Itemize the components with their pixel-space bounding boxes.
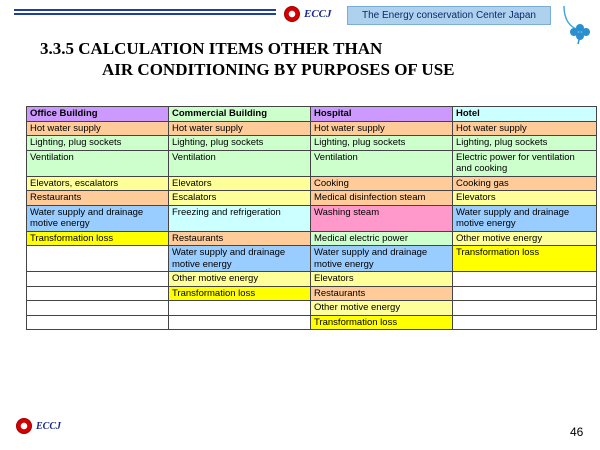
table-cell: Transformation loss xyxy=(453,246,597,272)
table-cell: Lighting, plug sockets xyxy=(169,136,311,151)
table-cell xyxy=(27,272,169,287)
eccj-logo-top xyxy=(284,6,332,22)
table-cell: Transformation loss xyxy=(311,315,453,330)
table-cell: Lighting, plug sockets xyxy=(453,136,597,151)
table-cell xyxy=(27,301,169,316)
table-cell: Electric power for ventilation and cooking xyxy=(453,150,597,176)
table-cell: Water supply and drainage motive energy xyxy=(27,205,169,231)
title-line-2: AIR CONDITIONING BY PURPOSES OF USE xyxy=(102,60,455,79)
eccj-logo-text: ECCJ xyxy=(304,8,332,20)
table-cell: Water supply and drainage motive energy xyxy=(169,246,311,272)
table-cell: Lighting, plug sockets xyxy=(27,136,169,151)
eccj-logo-text: ECCJ xyxy=(36,420,62,432)
table-row xyxy=(27,286,597,301)
table-cell: Transformation loss xyxy=(27,231,169,246)
table-cell: Water supply and drainage motive energy xyxy=(453,205,597,231)
table-cell xyxy=(453,286,597,301)
title-line-1: 3.3.5 CALCULATION ITEMS OTHER THAN xyxy=(40,39,383,58)
table-cell: Restaurants xyxy=(311,286,453,301)
header-rule xyxy=(14,9,276,17)
eccj-emblem-icon xyxy=(284,6,300,22)
table-cell: Ventilation xyxy=(311,150,453,176)
page-number: 46 xyxy=(570,425,584,439)
clover-icon xyxy=(560,2,596,46)
table-cell: Ventilation xyxy=(27,150,169,176)
calculation-items-table xyxy=(26,106,597,330)
column-header: Hotel xyxy=(453,107,597,122)
table-cell: Hot water supply xyxy=(169,121,311,136)
table-cell: Cooking gas xyxy=(453,176,597,191)
table-cell: Restaurants xyxy=(27,191,169,206)
table-cell: Washing steam xyxy=(311,205,453,231)
table-cell: Elevators xyxy=(311,272,453,287)
column-header: Office Building xyxy=(27,107,169,122)
table-cell: Lighting, plug sockets xyxy=(311,136,453,151)
table-cell xyxy=(453,272,597,287)
table-cell xyxy=(453,315,597,330)
table-cell: Hot water supply xyxy=(453,121,597,136)
table-cell: Transformation loss xyxy=(169,286,311,301)
table-cell: Medical electric power xyxy=(311,231,453,246)
organization-label: The Energy conservation Center Japan xyxy=(347,6,551,25)
table-row xyxy=(27,136,597,151)
table-row xyxy=(27,121,597,136)
table-cell: Elevators xyxy=(169,176,311,191)
table-cell xyxy=(169,315,311,330)
table-row xyxy=(27,315,597,330)
table-cell: Freezing and refrigeration xyxy=(169,205,311,231)
eccj-logo-bottom xyxy=(16,418,61,434)
table-cell: Hot water supply xyxy=(27,121,169,136)
table-cell: Other motive energy xyxy=(453,231,597,246)
table-cell xyxy=(27,315,169,330)
table-cell: Restaurants xyxy=(169,231,311,246)
table-cell: Hot water supply xyxy=(311,121,453,136)
table-row xyxy=(27,150,597,176)
table-cell: Other motive energy xyxy=(311,301,453,316)
table-cell: Other motive energy xyxy=(169,272,311,287)
table-cell: Medical disinfection steam xyxy=(311,191,453,206)
eccj-emblem-icon xyxy=(16,418,32,434)
table-cell: Elevators xyxy=(453,191,597,206)
table-cell: Ventilation xyxy=(169,150,311,176)
table-cell: Elevators, escalators xyxy=(27,176,169,191)
table-row xyxy=(27,205,597,231)
table-row xyxy=(27,231,597,246)
table-cell xyxy=(27,286,169,301)
table-row xyxy=(27,176,597,191)
table-row xyxy=(27,301,597,316)
page-title xyxy=(40,38,454,80)
table-cell xyxy=(453,301,597,316)
table-header-row xyxy=(27,107,597,122)
column-header: Commercial Building xyxy=(169,107,311,122)
table-cell: Escalators xyxy=(169,191,311,206)
table-row xyxy=(27,272,597,287)
table-cell: Cooking xyxy=(311,176,453,191)
column-header: Hospital xyxy=(311,107,453,122)
table-cell xyxy=(27,246,169,272)
table-body xyxy=(27,121,597,330)
table-cell xyxy=(169,301,311,316)
table-row xyxy=(27,191,597,206)
table-cell: Water supply and drainage motive energy xyxy=(311,246,453,272)
table-row xyxy=(27,246,597,272)
